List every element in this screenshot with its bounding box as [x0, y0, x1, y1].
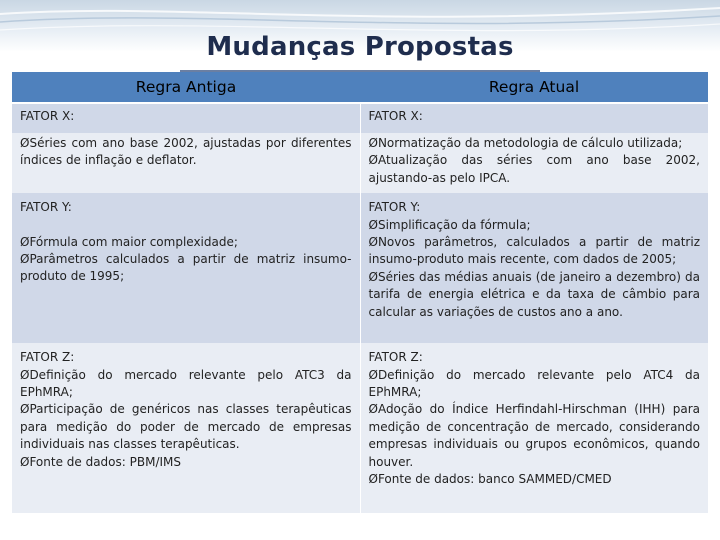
cell-text-line: ØAtualização das séries com ano base 2002, ajustando-as pelo IPCA.	[368, 153, 700, 185]
cell-text-line: ØSéries com ano base 2002, ajustadas por diferentes índices de inflação e deflator.	[20, 136, 352, 168]
cell-old-rule	[12, 133, 360, 193]
cell-text-line: FATOR X:	[20, 109, 75, 123]
table-row	[12, 103, 708, 133]
cell-text-line: ØSimplificação da fórmula;	[368, 217, 531, 232]
cell-current-rule	[360, 193, 708, 343]
table-row	[12, 193, 708, 343]
table-row	[12, 133, 708, 193]
header-current-rule: Regra Atual	[360, 72, 708, 103]
cell-text-line: ØDefinição do mercado relevante pelo ATC3 da EPhMRA;	[20, 367, 352, 400]
spacer-line	[20, 217, 352, 234]
cell-text-line: FATOR Z:	[368, 350, 423, 365]
cell-current-rule	[360, 133, 708, 193]
cell-text-line: ØNormatização da metodologia de cálculo utilizada;	[368, 136, 683, 150]
header-old-rule: Regra Antiga	[12, 72, 360, 103]
cell-text-line: ØNovos parâmetros, calculados a partir de matriz insumo-produto mais recente, com dados de 2005;	[368, 235, 700, 267]
cell-text-line: FATOR Y:	[368, 200, 421, 215]
page-title: Mudanças Propostas	[206, 32, 514, 62]
cell-old-rule	[12, 193, 360, 343]
cell-text-line: ØFonte de dados: banco SAMMED/CMED	[368, 472, 612, 487]
cell-current-rule	[360, 343, 708, 513]
cell-text-line: ØParâmetros calculados a partir de matriz insumo-produto de 1995;	[20, 252, 352, 284]
cell-text-line: ØParticipação de genéricos nas classes terapêuticas para medição do poder de mercado de empresas individuais nas classes terapêuticas.	[20, 402, 352, 452]
cell-old-rule	[12, 103, 360, 133]
cell-text-line: ØAdoção do Índice Herfindahl-Hirschman (IHH) para medição de concentração de mercado, considerando empresas individuais ou grupos econômicos, quando houver.	[368, 402, 700, 469]
comparison-table	[12, 72, 708, 513]
cell-text-line: ØDefinição do mercado relevante pelo ATC4 da EPhMRA;	[368, 367, 700, 400]
table-row	[12, 343, 708, 513]
cell-text-line: FATOR Y:	[20, 200, 72, 215]
table-header-row	[12, 72, 708, 103]
cell-current-rule	[360, 103, 708, 133]
cell-text-line: ØFonte de dados: PBM/IMS	[20, 454, 181, 469]
cell-old-rule	[12, 343, 360, 513]
cell-text-line: ØFórmula com maior complexidade;	[20, 234, 238, 249]
cell-text-line: FATOR X:	[368, 109, 423, 123]
cell-text-line: FATOR Z:	[20, 350, 75, 365]
cell-text-line: ØSéries das médias anuais (de janeiro a dezembro) da tarifa de energia elétrica e da taxa de câmbio para calcular as variações de custos ano a ano.	[368, 269, 700, 319]
